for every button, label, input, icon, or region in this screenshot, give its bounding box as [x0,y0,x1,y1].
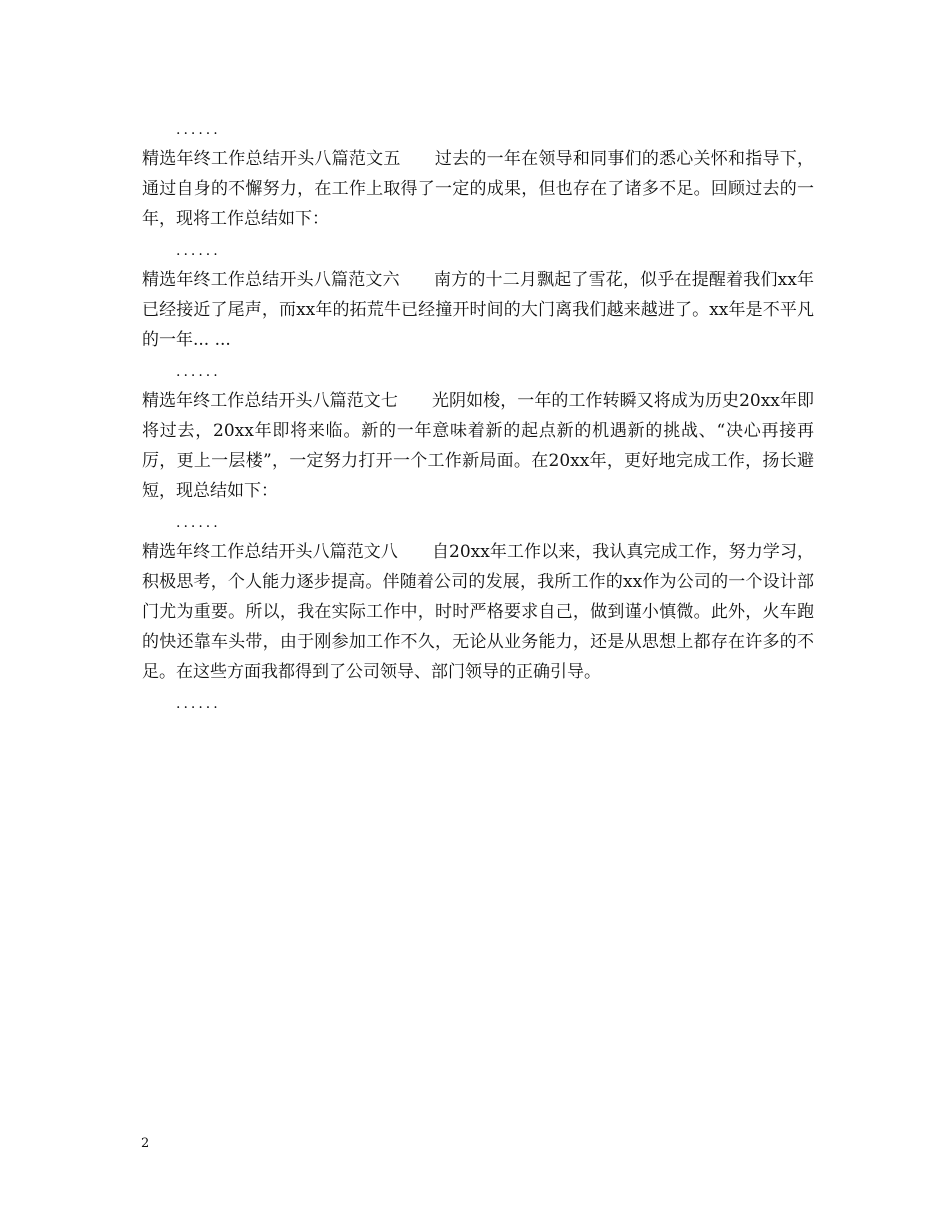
paragraph-title: 精选年终工作总结开头八篇范文六 [142,270,400,290]
ellipsis-separator: ...... [176,515,221,531]
paragraph-title: 精选年终工作总结开头八篇范文五 [142,149,401,169]
paragraph-title: 精选年终工作总结开头八篇范文八 [142,542,398,562]
paragraph-sample-six [142,265,814,355]
paragraph-text: 过去的一年在领导和同事们的悉心关怀和指导下，通过自身的不懈努力，在工作上取得了一定的成果，但也存在了诸多不足。回顾过去的一年，现将工作总结如下： [142,149,815,229]
document-body [142,118,814,718]
ellipsis-separator: ...... [176,364,221,380]
paragraph-title: 精选年终工作总结开头八篇范文七 [142,391,398,411]
paragraph-sample-seven [142,386,814,506]
paragraph-sample-five [142,144,814,234]
paragraph-text: 南方的十二月飘起了雪花，似乎在提醒着我们xx年已经接近了尾声，而xx年的拓荒牛已经撞开时间的大门离我们越来越进了。xx年是不平凡的一年... ... [142,270,814,350]
ellipsis-separator: ...... [176,122,221,138]
paragraph-text: 自20xx年工作以来，我认真完成工作，努力学习，积极思考，个人能力逐步提高。伴随着公司的发展，我所工作的xx作为公司的一个设计部门尤为重要。所以，我在实际工作中，时时严格要求自己，做到谨小慎微。此外，火车跑的快还靠车头带，由于刚参加工作不久，无论从业务能力，还是从思想上都存在许多的不足。在这些方面我都得到了公司领导、部门领导的正确引导。 [142,542,815,682]
paragraph-sample-eight [142,537,814,687]
ellipsis-separator: ...... [176,243,221,259]
ellipsis-separator: ...... [176,696,221,712]
page-number: 2 [141,1136,150,1151]
paragraph-text: 光阴如梭，一年的工作转瞬又将成为历史20xx年即将过去，20xx年即将来临。新的一年意味着新的起点新的机遇新的挑战、“决心再接再厉，更上一层楼”，一定努力打开一个工作新局面。在20xx年，更好地完成工作，扬长避短，现总结如下： [142,391,815,501]
